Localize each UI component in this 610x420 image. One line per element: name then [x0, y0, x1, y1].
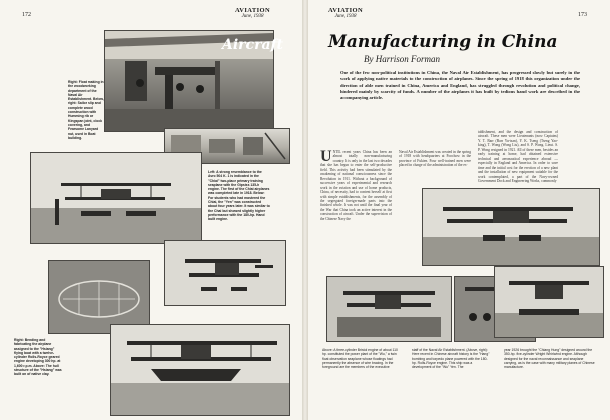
article-byline: By Harrison Forman — [364, 54, 440, 64]
left-title-fragment: Aircraft — [222, 37, 284, 53]
photo-caption-left: Above: A three-cylinder Bristol engine of about 110 hp. constituted the power plant of the "Wu," a twin float observation seaplane whose floatings had permanently the absence of wire bracing. In the foreground are the members of the executive — [322, 348, 398, 370]
body-col1-text: NTIL recent years China has been an almost totally non-manufacturing country. It is only in the last two decades that she has begun to enter the self-productive field. This activity had been stimulated by the awakening of national consciousness since the Revolution in 1911. Without a background of successive years of experimental and research work in the aviation and use of home products, China, of necessity, had to content herself at first with simple establishments, for the assembly of the segregated foreign-made parts into the finished whole. It was not until the final year of the War that China took an active interest in the construction of aircraft. Under the supervision of the Chinese Navy the — [320, 150, 392, 221]
hang-bomber-photo — [422, 188, 600, 266]
left-header-magazine: AVIATION — [235, 7, 271, 14]
article-intro: One of the few non-political institutions in China, the Naval Air Establishment, has progressed slowly but surely in the work of applying native materials to the construction of airplanes. Since the spring of 1918 this organization under the direction of able men trained in China, America and England, has struggled through revolution and political change, hindered mainly by scarcity of funds. A number of the airplanes it has built by tedious hand work are described in the accompanying article. — [340, 70, 580, 101]
right-header-date: June, 1938 — [334, 14, 357, 19]
drop-cap: U — [320, 148, 332, 165]
right-page-number: 173 — [578, 12, 587, 18]
left-page — [0, 0, 302, 420]
chiang-hung-photo — [494, 266, 604, 338]
body-column-1 — [320, 150, 392, 262]
chiai-seaplane-photo — [30, 152, 202, 244]
yen-biplane-photo — [164, 240, 286, 306]
caption-hsiang: Right: Bending and fabricating the airplane assigned to the "Hsiang" flying boat with a twelve-cylinder Rolls-Royce geared engine developing 300 hp. at 1,600 r.p.m. Above: The hull structure of the "Hsiang" was built on of native clay. — [14, 338, 62, 377]
right-header-magazine: AVIATION — [328, 7, 364, 14]
caption-chiai: Left: A strong resemblance to the Avro 504 K. 1 is indicated in the "Chiai" two-place primary training seaplane with the Gipsiss 135-h engine. The first of the Chiai airplanes was completed late in 1918. Below: For students who had mastered the Chiai, the "Yen" was constructed about four years later. It was similar to the Chai but showed slightly higher performance with the 180-hp. Hand built engine. — [208, 170, 270, 222]
body-column-2: Naval Air Establishment was created in the spring of 1918 with headquarters at Foochow in the province of Fukien. Four well-trained men were placed in charge of the administration of the es- — [399, 150, 471, 168]
hsiang-hull-photo — [48, 260, 150, 334]
right-page — [308, 0, 610, 420]
wu-seaplane-photo — [326, 276, 452, 342]
photo-caption-right: year 1926 brought the "Chiang Hung" designed around the 350-hp. five-cylinder Wright Whirlwind engine. Although designed for the naval reconnaissance and seaplane carrying, as is the case with many military planes of Chinese manufacture. — [504, 348, 595, 370]
left-header-date: June, 1938 — [241, 14, 264, 19]
flying-boat-photo — [110, 324, 290, 416]
woodworking-photo — [104, 30, 284, 132]
right-page-header — [328, 7, 363, 19]
caption-woodworking: Right: Float making in the woodworking department of the Naval Air Establishment. Below, right: Sailor slip and complete wood construction with Humming rib or Kingspan joint, clock covering, and Fearsome Lanyard nut, used in Boat building. — [68, 80, 104, 140]
left-page-number: 172 — [22, 12, 31, 18]
body-column-3: tablishment, and the design and construction of aircraft. These men were Lieutenants (now Captains) Y. T. Barr (Barr Yu-tsan), Y. K. Tseng (Tseng Yao-king), T. Wong (Wong Liu), and S. P. Wong. Lieut. S. P. Wong resigned in 1921. All of these men, besides an early training at home, had obtained extensive technical and aeronautical experience abroad — especially in England and America. In order to save time and the initial cost for the erection of a new plant and the installation of new equipment suitable for the work contemplated, a part of the Navy-owned Government Dock and Engineering Works, commonly — [478, 130, 558, 183]
photo-caption-middle: staff of the Naval Air Establishment. (Above, right): Here recent in Chinese aircraft history is the "Hang" bombing and torpedo plane powered with the 180-hp. Rolls-Royce engine. This ship was a development of the "Wu" Yen. The — [412, 348, 490, 370]
article-title: Manufacturing in China — [328, 32, 558, 52]
left-page-header — [235, 7, 270, 19]
